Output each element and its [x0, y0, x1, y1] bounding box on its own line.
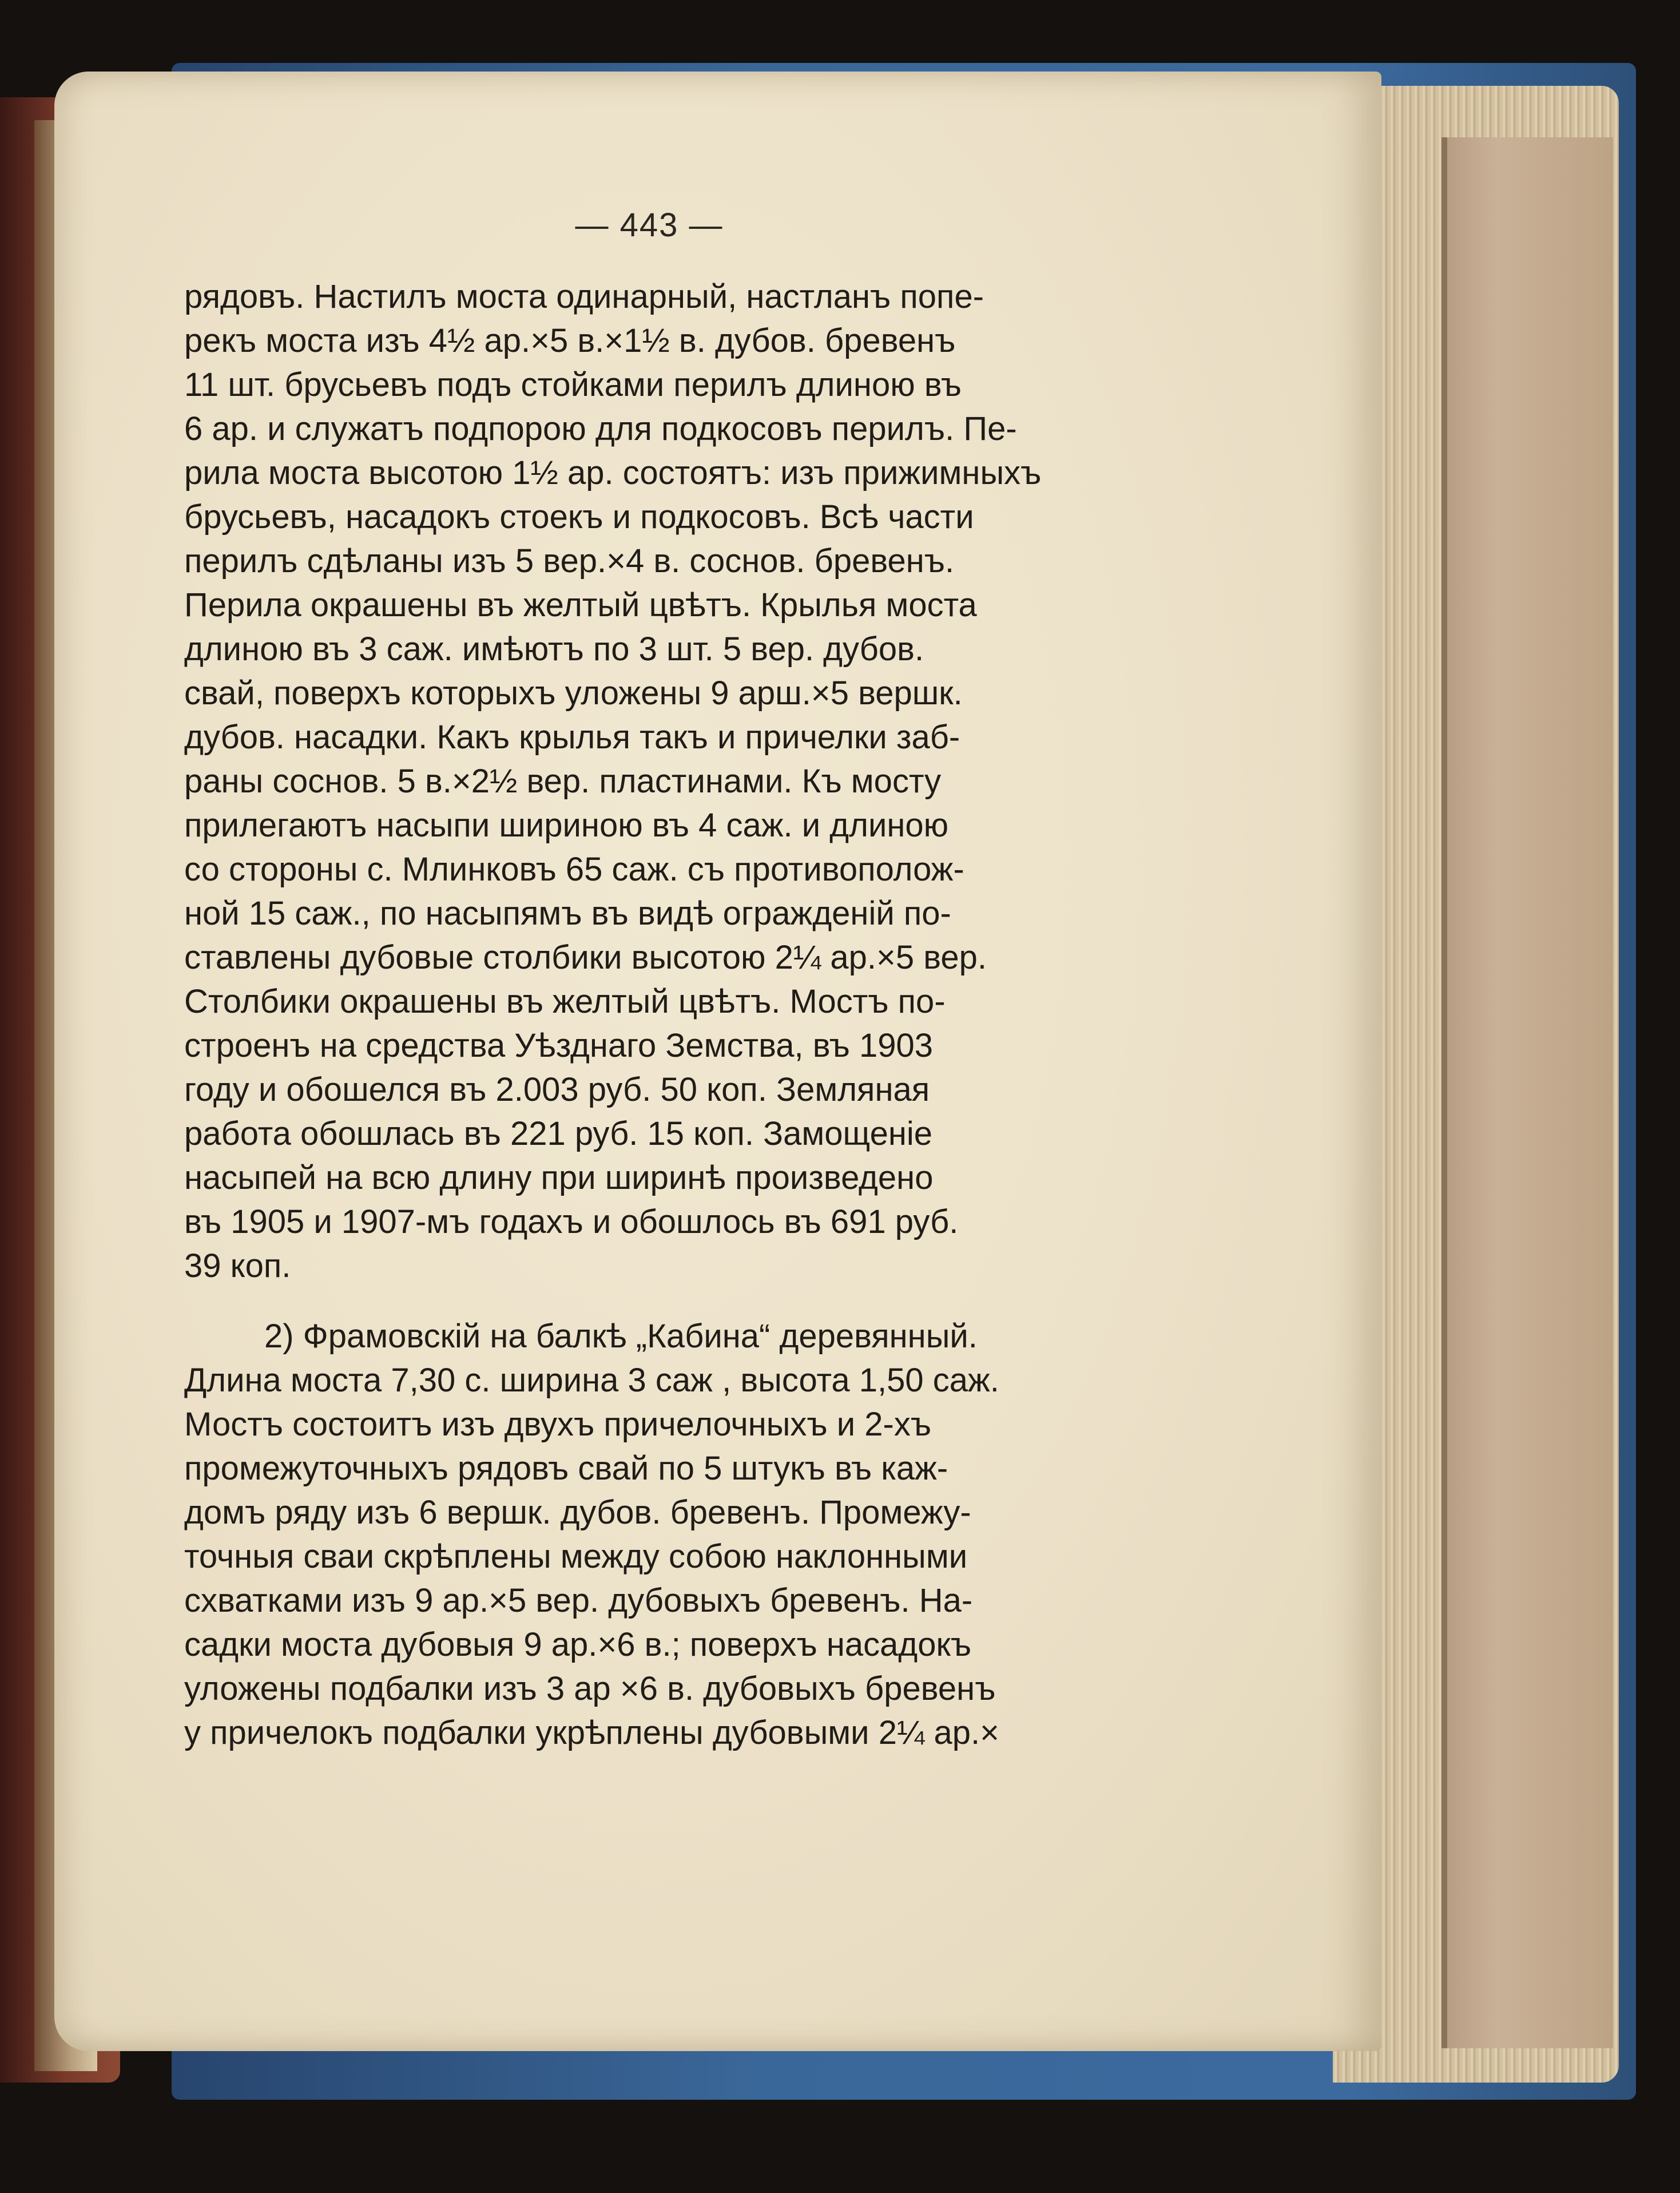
text-line: году и обошелся въ 2.003 руб. 50 коп. Земляная: [184, 1071, 930, 1108]
text-line: домъ ряду изъ 6 вершк. дубов. бревенъ. Промежу-: [184, 1494, 971, 1531]
text-line: брусьевъ, насадокъ стоекъ и подкосовъ. Всѣ части: [184, 498, 974, 536]
text-line: въ 1905 и 1907-мъ годахъ и обошлось въ 691 руб.: [184, 1203, 959, 1240]
text-line: промежуточныхъ рядовъ свай по 5 штукъ въ каж-: [184, 1450, 948, 1487]
text-line: раны соснов. 5 в.×2½ вер. пластинами. Къ мосту: [184, 763, 942, 800]
text-line: длиною въ 3 саж. имѣютъ по 3 шт. 5 вер. дубов.: [184, 630, 924, 668]
text-line: перилъ сдѣланы изъ 5 вер.×4 в. соснов. бревенъ.: [184, 542, 955, 580]
text-line: насыпей на всю длину при ширинѣ произведено: [184, 1159, 934, 1196]
text-line: 39 коп.: [184, 1247, 291, 1284]
text-line: 6 ар. и служатъ подпорою для подкосовъ перилъ. Пе-: [184, 410, 1017, 447]
inner-cover-board: [1441, 137, 1613, 2048]
text-line: Мостъ состоитъ изъ двухъ причелочныхъ и 2-хъ: [184, 1406, 932, 1443]
text-line: схватками изъ 9 ар.×5 вер. дубовыхъ бревенъ. На-: [184, 1582, 973, 1619]
text-line: точныя сваи скрѣплены между собою наклонными: [184, 1538, 968, 1575]
text-line: со стороны с. Млинковъ 65 саж. съ противополож-: [184, 851, 964, 888]
text-line: уложены подбалки изъ 3 ар ×6 в. дубовыхъ бревенъ: [184, 1670, 996, 1707]
text-line: Столбики окрашены въ желтый цвѣтъ. Мостъ по-: [184, 983, 946, 1020]
text-line: рекъ моста изъ 4½ ар.×5 в.×1½ в. дубов. бревенъ: [184, 322, 956, 359]
text-line: у причелокъ подбалки укрѣплены дубовыми 2¼ ар.×: [184, 1714, 999, 1751]
page-number: — 443 —: [575, 207, 724, 244]
text-line: рила моста высотою 1½ ар. состоятъ: изъ прижимныхъ: [184, 454, 1042, 491]
text-line: садки моста дубовыя 9 ар.×6 в.; поверхъ насадокъ: [184, 1626, 972, 1663]
text-line: Перила окрашены въ желтый цвѣтъ. Крылья моста: [184, 586, 977, 624]
text-line: прилегаютъ насыпи шириною въ 4 саж. и длиною: [184, 807, 949, 844]
text-line: ставлены дубовые столбики высотою 2¼ ар.×5 вер.: [184, 939, 987, 976]
text-line: дубов. насадки. Какъ крылья такъ и причелки заб-: [184, 719, 960, 756]
text-line: 11 шт. брусьевъ подъ стойками перилъ длиною въ: [184, 366, 962, 403]
text-line: ной 15 саж., по насыпямъ въ видѣ огражденій по-: [184, 895, 951, 932]
text-line: рядовъ. Настилъ моста одинарный, настланъ попе-: [184, 278, 984, 315]
page-text: [184, 275, 1128, 1755]
text-line: строенъ на средства Уѣзднаго Земства, въ 1903: [184, 1027, 934, 1064]
paragraph-start-line: 2) Фрамовскій на балкѣ „Кабина“ деревянный.: [264, 1318, 978, 1355]
text-line: свай, поверхъ которыхъ уложены 9 арш.×5 вершк.: [184, 675, 963, 712]
text-line: работа обошлась въ 221 руб. 15 коп. Замощеніе: [184, 1115, 933, 1152]
text-line: Длина моста 7,30 с. ширина 3 саж , высота 1,50 саж.: [184, 1362, 999, 1399]
